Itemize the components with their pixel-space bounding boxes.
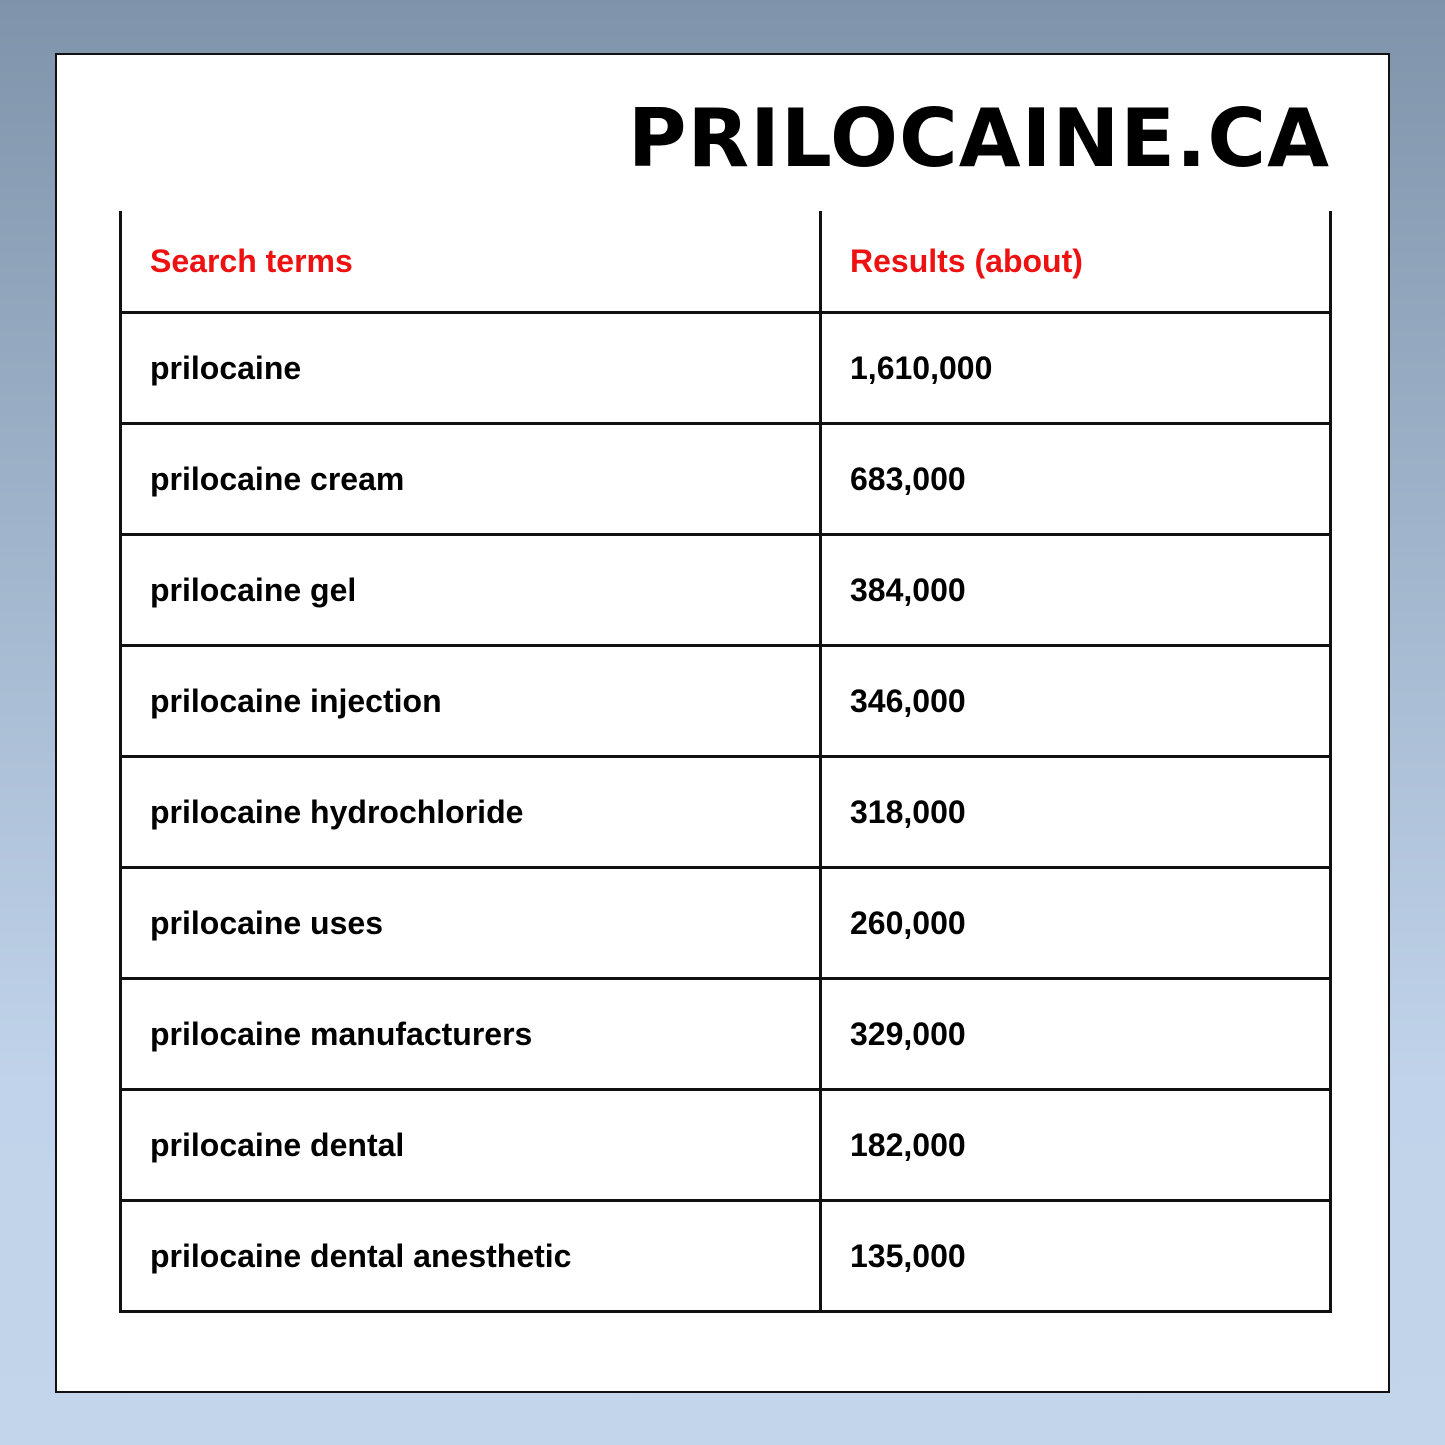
search-term-cell: prilocaine dental: [121, 1090, 821, 1201]
results-count-cell: 346,000: [821, 646, 1331, 757]
header-results: Results (about): [821, 211, 1331, 313]
table-row: [121, 424, 1331, 535]
table-row: [121, 1090, 1331, 1201]
search-term-cell: prilocaine manufacturers: [121, 979, 821, 1090]
results-count-cell: 384,000: [821, 535, 1331, 646]
search-term-cell: prilocaine injection: [121, 646, 821, 757]
results-count-cell: 683,000: [821, 424, 1331, 535]
search-term-cell: prilocaine gel: [121, 535, 821, 646]
table-row: [121, 313, 1331, 424]
content-card: [55, 53, 1390, 1393]
results-count-cell: 1,610,000: [821, 313, 1331, 424]
results-count-cell: 135,000: [821, 1201, 1331, 1312]
table-row: [121, 979, 1331, 1090]
site-title: PRILOCAINE.CA: [627, 92, 1330, 185]
header-search-terms: Search terms: [121, 211, 821, 313]
search-terms-table-container: [119, 211, 1332, 1313]
table-header-row: [121, 211, 1331, 313]
results-count-cell: 329,000: [821, 979, 1331, 1090]
search-term-cell: prilocaine: [121, 313, 821, 424]
results-count-cell: 182,000: [821, 1090, 1331, 1201]
search-term-cell: prilocaine cream: [121, 424, 821, 535]
search-term-cell: prilocaine uses: [121, 868, 821, 979]
table-row: [121, 1201, 1331, 1312]
search-term-cell: prilocaine hydrochloride: [121, 757, 821, 868]
search-term-cell: prilocaine dental anesthetic: [121, 1201, 821, 1312]
results-count-cell: 318,000: [821, 757, 1331, 868]
table-row: [121, 757, 1331, 868]
table-row: [121, 868, 1331, 979]
table-row: [121, 646, 1331, 757]
search-terms-table: [119, 211, 1332, 1313]
results-count-cell: 260,000: [821, 868, 1331, 979]
table-row: [121, 535, 1331, 646]
